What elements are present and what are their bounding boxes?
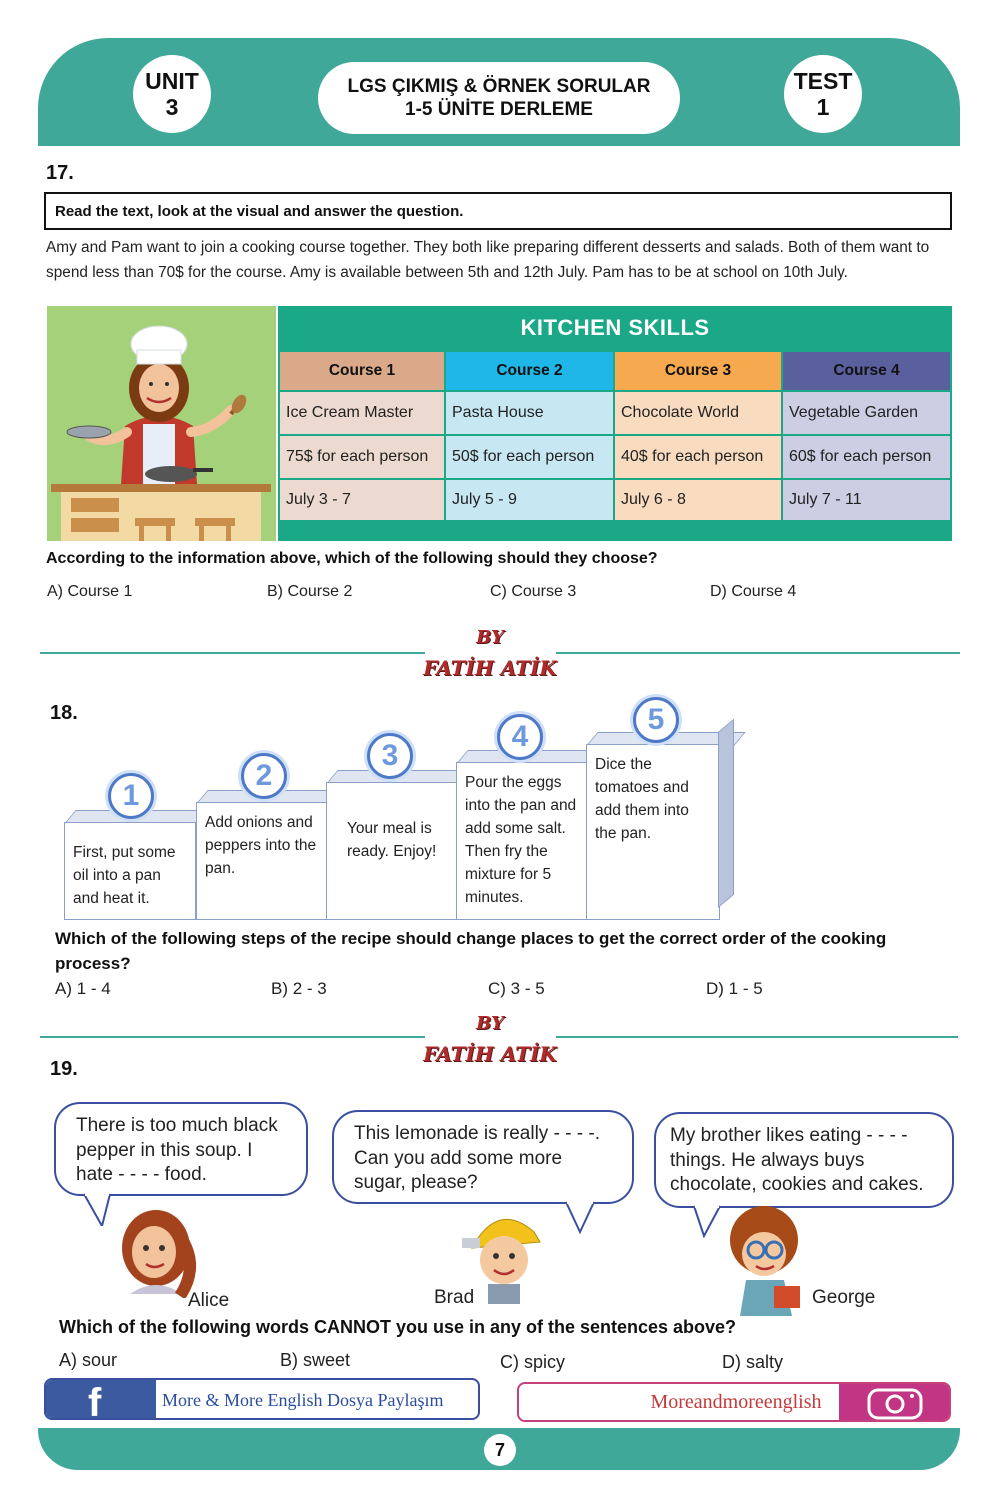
question-18-number: 18. — [50, 702, 78, 724]
test-number: 1 — [816, 94, 830, 120]
q18-option-c[interactable]: C) 3 - 5 — [488, 979, 545, 998]
step-5-badge: 5 — [633, 697, 679, 743]
q17-question: According to the information above, which of the following should they choose? — [46, 550, 658, 567]
alice-name: Alice — [188, 1290, 230, 1311]
byline-author-1: FATİH ATİK — [423, 656, 557, 680]
q17-option-d[interactable]: D) Course 4 — [710, 583, 797, 600]
q19-option-d[interactable]: D) salty — [722, 1352, 784, 1372]
table-title: KITCHEN SKILLS — [520, 315, 710, 340]
kitchen-skills-table — [278, 306, 952, 541]
question-19-number: 19. — [50, 1058, 78, 1080]
q17-option-c[interactable]: C) Course 3 — [490, 583, 577, 600]
divider-right-1 — [556, 652, 960, 654]
test-label: TEST — [793, 68, 853, 94]
step-2-badge: 2 — [241, 753, 287, 799]
course-1-name: Ice Cream Master — [280, 392, 444, 434]
svg-text:f: f — [88, 1381, 102, 1420]
george-name: George — [812, 1287, 876, 1308]
course-3-dates: July 6 - 8 — [615, 480, 781, 520]
step-1-box — [64, 822, 196, 920]
course-4-dates: July 7 - 11 — [783, 480, 950, 520]
unit-number: 3 — [165, 94, 179, 120]
course-3-head: Course 3 — [615, 352, 781, 390]
course-2-head: Course 2 — [446, 352, 613, 390]
q17-instruction: Read the text, look at the visual and answer the question. — [44, 192, 952, 230]
brad-avatar-icon — [462, 1208, 546, 1304]
q19-option-c[interactable]: C) spicy — [500, 1352, 566, 1372]
course-4-head: Course 4 — [783, 352, 950, 390]
bubble-tail-brad-icon — [562, 1200, 602, 1234]
course-1-dates: July 3 - 7 — [280, 480, 444, 520]
step-1-text: First, put some oil into a pan and heat it. — [73, 844, 176, 907]
step-5-side — [718, 719, 734, 908]
page-title — [318, 62, 680, 134]
facebook-link[interactable] — [44, 1378, 480, 1420]
byline-by-2: BY — [476, 1013, 504, 1034]
divider-left-2 — [40, 1036, 425, 1038]
course-4-price: 60$ for each person — [783, 436, 950, 478]
question-17-number: 17. — [46, 162, 74, 184]
course-4-name: Vegetable Garden — [783, 392, 950, 434]
chef-icon — [47, 306, 276, 541]
step-2-box — [196, 802, 328, 920]
q18-question: Which of the following steps of the recipe should change places to get the correct order of the cooking process? — [55, 929, 887, 973]
q18-option-d[interactable]: D) 1 - 5 — [706, 979, 763, 998]
facebook-text: More & More English Dosya Paylaşım — [162, 1390, 444, 1410]
instagram-text: Moreandmoreenglish — [650, 1391, 822, 1413]
instagram-link[interactable] — [517, 1382, 951, 1422]
unit-label: UNIT — [145, 68, 199, 94]
step-2-text: Add onions and peppers into the pan. — [205, 814, 317, 877]
course-2-name: Pasta House — [446, 392, 613, 434]
byline-author-2: FATİH ATİK — [423, 1042, 557, 1066]
byline-by-1: BY — [476, 627, 504, 648]
speech-bubble-alice — [54, 1102, 308, 1196]
step-5-box — [586, 744, 720, 920]
test-badge — [784, 55, 862, 133]
q19-option-a[interactable]: A) sour — [59, 1350, 118, 1370]
course-2-dates: July 5 - 9 — [446, 480, 613, 520]
q19-question: Which of the following words CANNOT you use in any of the sentences above? — [59, 1317, 737, 1337]
divider-right-2 — [556, 1036, 958, 1038]
step-3-text: Your meal is ready. Enjoy! — [347, 820, 437, 860]
step-1-badge: 1 — [108, 773, 154, 819]
course-2-price: 50$ for each person — [446, 436, 613, 478]
george-avatar-icon — [722, 1206, 808, 1316]
divider-left-1 — [40, 652, 425, 654]
q17-paragraph: Amy and Pam want to join a cooking course together. They both like preparing different desserts and salads. Both of them want to spend less than 70$ for the course. Amy is available between 5th and 12th July. Pam has to be at school on 10th July. — [46, 239, 930, 281]
q18-option-b[interactable]: B) 2 - 3 — [271, 979, 327, 998]
alice-speech: There is too much black pepper in this soup. I hate - - - - food. — [76, 1115, 278, 1185]
q17-option-b[interactable]: B) Course 2 — [267, 583, 353, 600]
brad-name: Brad — [434, 1287, 475, 1308]
course-1-head: Course 1 — [280, 352, 444, 390]
unit-badge — [133, 55, 211, 133]
speech-bubble-george — [654, 1112, 954, 1208]
step-3-badge: 3 — [367, 733, 413, 779]
title-line-1: LGS ÇIKMIŞ & ÖRNEK SORULAR — [347, 76, 651, 97]
course-1-price: 75$ for each person — [280, 436, 444, 478]
q19-option-b[interactable]: B) sweet — [280, 1350, 351, 1370]
step-4-badge: 4 — [497, 714, 543, 760]
step-4-box — [456, 762, 588, 920]
title-line-2: 1-5 ÜNİTE DERLEME — [405, 99, 593, 120]
step-4-text: Pour the eggs into the pan and add some salt. Then fry the mixture for 5 minutes. — [465, 774, 577, 906]
instagram-icon — [839, 1384, 949, 1422]
speech-bubble-brad — [332, 1110, 634, 1204]
brad-speech: This lemonade is really - - - -. Can you add some more sugar, please? — [354, 1123, 601, 1193]
q17-option-a[interactable]: A) Course 1 — [47, 583, 133, 600]
chef-illustration — [47, 306, 276, 541]
course-3-price: 40$ for each person — [615, 436, 781, 478]
course-3-name: Chocolate World — [615, 392, 781, 434]
q18-option-a[interactable]: A) 1 - 4 — [55, 979, 111, 998]
page-number: 7 — [484, 1434, 516, 1466]
step-3-box — [326, 782, 458, 920]
alice-avatar-icon — [110, 1206, 202, 1298]
facebook-icon — [46, 1380, 156, 1420]
step-5-text: Dice the tomatoes and add them into the pan. — [595, 756, 689, 842]
george-speech: My brother likes eating - - - - things. He always buys chocolate, cookies and cakes. — [670, 1125, 924, 1195]
